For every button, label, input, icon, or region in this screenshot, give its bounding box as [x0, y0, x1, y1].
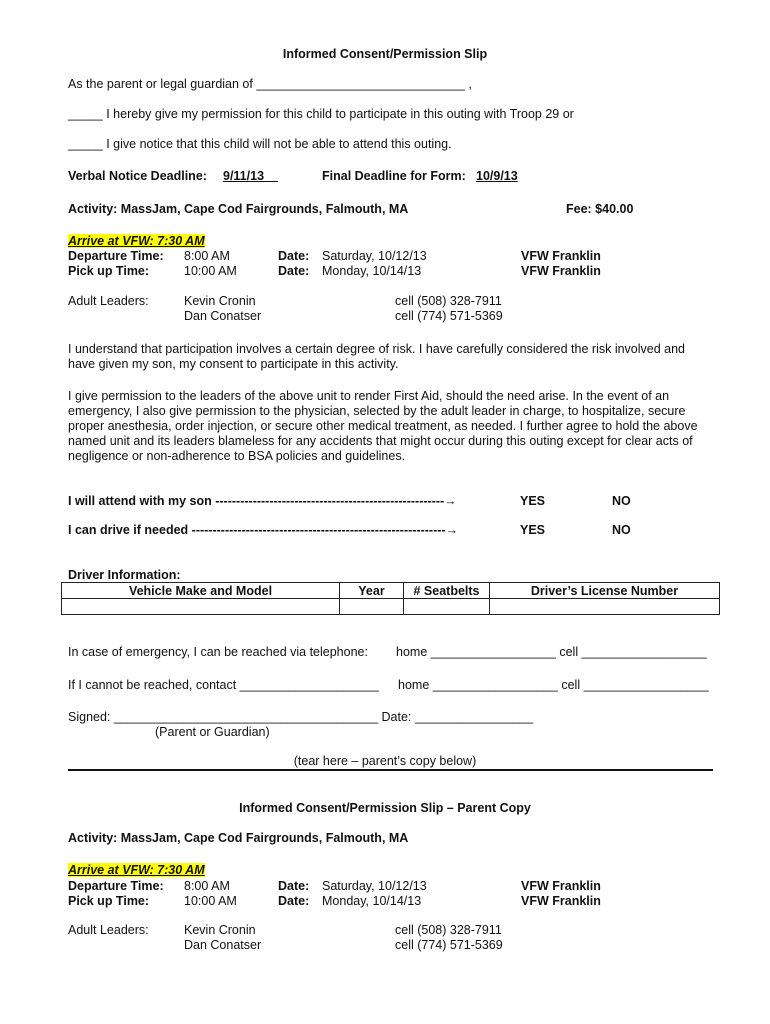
pickup-date-label: Date: — [278, 264, 310, 278]
emergency-phone-fields[interactable]: home __________________ cell __________________ — [396, 645, 707, 659]
departure-time: 8:00 AM — [184, 249, 230, 263]
pickup-location: VFW Franklin — [521, 264, 601, 278]
alt-contact-fields[interactable]: home __________________ cell __________________ — [398, 678, 709, 692]
parent-copy-departure-location: VFW Franklin — [521, 879, 601, 893]
column-header: Driver’s License Number — [490, 583, 720, 599]
attend-yes[interactable]: YES — [520, 494, 546, 508]
parent-copy-departure-time: 8:00 AM — [184, 879, 230, 893]
departure-date-label: Date: — [278, 249, 310, 263]
pickup-time: 10:00 AM — [184, 264, 237, 278]
driver-info-table — [61, 582, 720, 615]
final-deadline-label: Final Deadline for Form: — [322, 169, 466, 183]
seatbelts-cell[interactable] — [404, 599, 490, 615]
parent-copy-arrive-highlight: Arrive at VFW: 7:30 AM — [68, 863, 205, 877]
drive-no[interactable]: NO — [612, 523, 631, 537]
verbal-deadline-label: Verbal Notice Deadline: — [68, 169, 207, 183]
driver-info-label: Driver Information: — [68, 568, 181, 582]
parent-copy-leader-name: Dan Conatser — [184, 938, 262, 952]
leader-name: Kevin Cronin — [184, 294, 256, 308]
fee: Fee: $40.00 — [566, 202, 634, 216]
column-header: # Seatbelts — [404, 583, 490, 599]
final-deadline-value: 10/9/13 — [476, 169, 518, 183]
pickup-date: Monday, 10/14/13 — [322, 264, 422, 278]
departure-location: VFW Franklin — [521, 249, 601, 263]
parent-copy-departure-label: Departure Time: — [68, 879, 164, 893]
activity-line: Activity: MassJam, Cape Cod Fairgrounds, Falmouth, MA — [68, 202, 409, 216]
parent-or-guardian-caption: (Parent or Guardian) — [155, 725, 270, 739]
signature-line[interactable]: Signed: ______________________________________ Date: _________________ — [68, 710, 534, 724]
attend-question: I will attend with my son -------------------------------------------------------→ — [68, 494, 457, 508]
adult-leaders-label: Adult Leaders: — [68, 294, 149, 308]
column-header: Year — [340, 583, 404, 599]
parent-copy-pickup-date: Monday, 10/14/13 — [322, 894, 422, 908]
parent-copy-leaders-label: Adult Leaders: — [68, 923, 149, 937]
drive-yes[interactable]: YES — [520, 523, 546, 537]
departure-date: Saturday, 10/12/13 — [322, 249, 427, 263]
attend-no[interactable]: NO — [612, 494, 631, 508]
parent-copy-pickup-label: Pick up Time: — [68, 894, 150, 908]
permission-opt-out: _____ I give notice that this child will not be able to attend this outing. — [68, 137, 452, 151]
alt-contact-label[interactable]: If I cannot be reached, contact ____________________ — [68, 678, 379, 692]
first-aid-paragraph: I give permission to the leaders of the above unit to render First Aid, should the need arise. In the event of an emergency, I also give permission to the physician, selected by the adult leader in charge, to hospitalize, secure proper anesthesia, order injection, or secure other medical treatment, as needed. I further agree to hold the above named unit and its leaders blameless for any accidents that might occur during this outing except for clear acts of negligence or non-adherence to BSA policies and guidelines. — [68, 389, 698, 463]
leader-name: Dan Conatser — [184, 309, 262, 323]
parent-copy-departure-date: Saturday, 10/12/13 — [322, 879, 427, 893]
year-cell[interactable] — [340, 599, 404, 615]
leader-phone: cell (508) 328-7911 — [395, 294, 502, 308]
parent-copy-leader-phone: cell (508) 328-7911 — [395, 923, 502, 937]
guardian-line: As the parent or legal guardian of ______________________________ , — [68, 77, 472, 91]
parent-copy-leader-name: Kevin Cronin — [184, 923, 256, 937]
verbal-deadline-value: 9/11/13__ — [223, 169, 278, 183]
parent-copy-title: Informed Consent/Permission Slip – Parent Copy — [239, 801, 531, 815]
parent-copy-pickup-date-label: Date: — [278, 894, 310, 908]
form-title: Informed Consent/Permission Slip — [282, 47, 488, 61]
license-cell[interactable] — [490, 599, 720, 615]
leader-phone: cell (774) 571-5369 — [395, 309, 503, 323]
permission-opt-in: _____ I hereby give my permission for this child to participate in this outing with Troop 29 or — [68, 107, 574, 121]
column-header: Vehicle Make and Model — [62, 583, 340, 599]
arrive-time-highlight: Arrive at VFW: 7:30 AM — [68, 234, 205, 248]
tear-here-note: (tear here – parent’s copy below) — [293, 754, 477, 768]
departure-label: Departure Time: — [68, 249, 164, 263]
drive-question: I can drive if needed -------------------------------------------------------------→ — [68, 523, 459, 537]
parent-copy-activity: Activity: MassJam, Cape Cod Fairgrounds, Falmouth, MA — [68, 831, 409, 845]
vehicle-cell[interactable] — [62, 599, 340, 615]
parent-copy-pickup-location: VFW Franklin — [521, 894, 601, 908]
parent-copy-leader-phone: cell (774) 571-5369 — [395, 938, 503, 952]
risk-paragraph: I understand that participation involves a certain degree of risk. I have carefully considered the risk involved and have given my son, my consent to participate in this activity. — [68, 342, 686, 371]
parent-copy-pickup-time: 10:00 AM — [184, 894, 237, 908]
parent-copy-departure-date-label: Date: — [278, 879, 310, 893]
tear-divider — [68, 769, 713, 771]
pickup-label: Pick up Time: — [68, 264, 150, 278]
emergency-phone-label: In case of emergency, I can be reached via telephone: — [68, 645, 368, 659]
